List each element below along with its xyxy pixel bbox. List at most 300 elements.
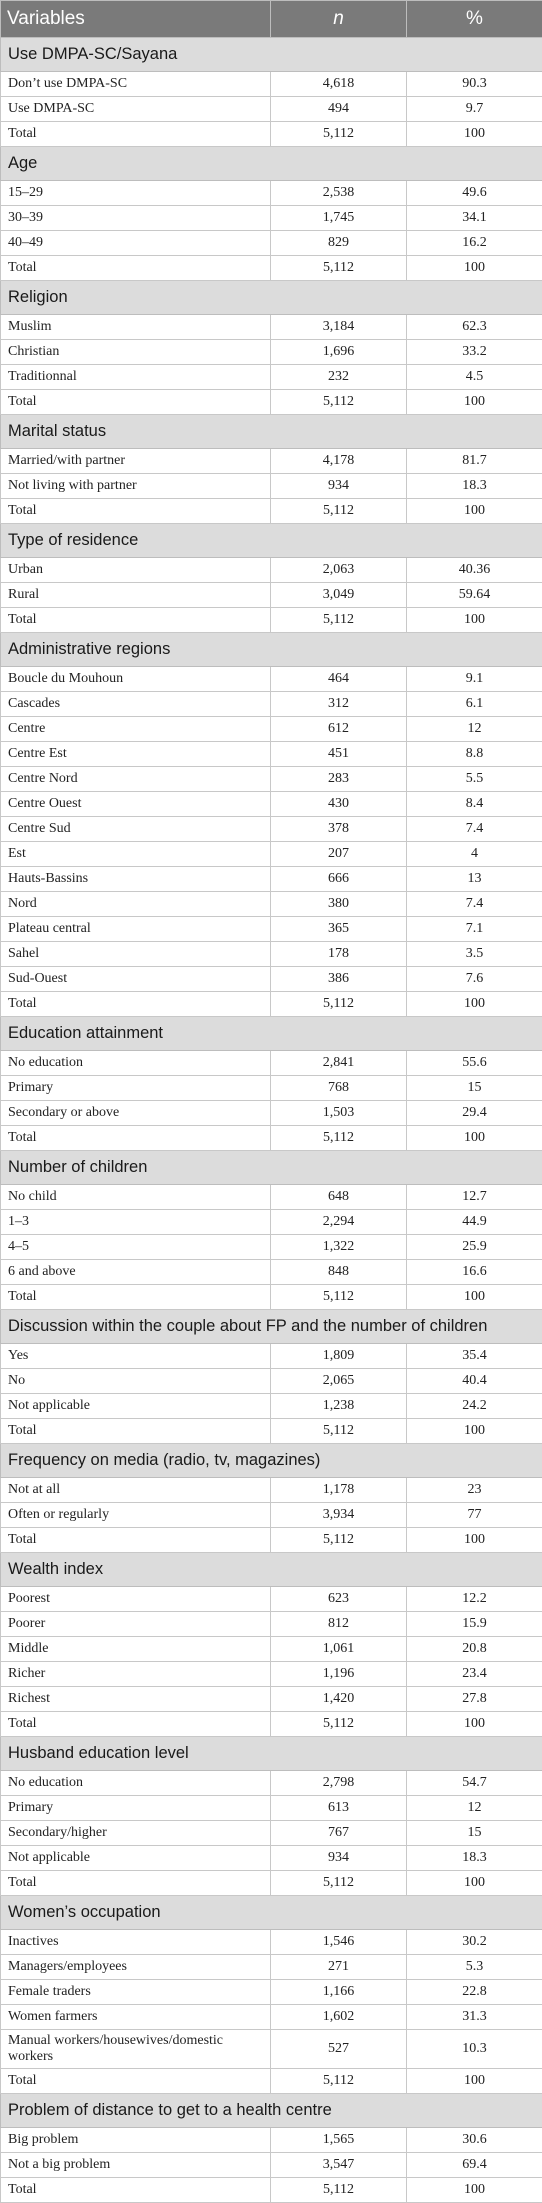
row-label: Not a big problem xyxy=(1,2153,271,2178)
section-header-row xyxy=(1,1737,542,1771)
row-n-value: 271 xyxy=(271,1955,407,1980)
section-title: Number of children xyxy=(1,1151,542,1185)
row-n-value: 430 xyxy=(271,792,407,817)
header-variables: Variables xyxy=(1,1,271,38)
section-title: Problem of distance to get to a health centre xyxy=(1,2094,542,2128)
row-label: Middle xyxy=(1,1637,271,1662)
row-label: 30–39 xyxy=(1,206,271,231)
table-row xyxy=(1,742,542,767)
row-percent-value: 59.64 xyxy=(407,583,542,608)
row-label: Often or regularly xyxy=(1,1503,271,1528)
table-row xyxy=(1,1612,542,1637)
section-title: Wealth index xyxy=(1,1553,542,1587)
section-header-row xyxy=(1,415,542,449)
row-percent-value: 62.3 xyxy=(407,315,542,340)
row-percent-value: 69.4 xyxy=(407,2153,542,2178)
row-n-value: 1,602 xyxy=(271,2005,407,2030)
row-label: 15–29 xyxy=(1,181,271,206)
section-header-row xyxy=(1,1017,542,1051)
row-n-value: 1,196 xyxy=(271,1662,407,1687)
row-label: Total xyxy=(1,1712,271,1737)
row-n-value: 2,841 xyxy=(271,1051,407,1076)
table-row xyxy=(1,1637,542,1662)
row-label: Hauts-Bassins xyxy=(1,867,271,892)
table-row xyxy=(1,2005,542,2030)
row-label: Not applicable xyxy=(1,1394,271,1419)
row-label: Boucle du Mouhoun xyxy=(1,667,271,692)
total-row xyxy=(1,1712,542,1737)
row-label: Plateau central xyxy=(1,917,271,942)
table-row xyxy=(1,365,542,390)
row-n-value: 494 xyxy=(271,97,407,122)
row-percent-value: 90.3 xyxy=(407,72,542,97)
row-percent-value: 24.2 xyxy=(407,1394,542,1419)
row-n-value: 451 xyxy=(271,742,407,767)
table-row xyxy=(1,181,542,206)
row-percent-value: 34.1 xyxy=(407,206,542,231)
row-n-value: 3,184 xyxy=(271,315,407,340)
row-label: Centre xyxy=(1,717,271,742)
table-row xyxy=(1,767,542,792)
row-n-value: 3,049 xyxy=(271,583,407,608)
total-row xyxy=(1,1419,542,1444)
row-percent-value: 12 xyxy=(407,1796,542,1821)
section-title: Religion xyxy=(1,281,542,315)
row-percent-value: 13 xyxy=(407,867,542,892)
row-percent-value: 16.2 xyxy=(407,231,542,256)
row-n-value: 767 xyxy=(271,1821,407,1846)
table-row xyxy=(1,1185,542,1210)
row-n-value: 5,112 xyxy=(271,2069,407,2094)
row-n-value: 666 xyxy=(271,867,407,892)
table-row xyxy=(1,1771,542,1796)
table-row xyxy=(1,892,542,917)
row-n-value: 5,112 xyxy=(271,1528,407,1553)
row-n-value: 5,112 xyxy=(271,1712,407,1737)
row-n-value: 934 xyxy=(271,474,407,499)
section-title: Marital status xyxy=(1,415,542,449)
row-n-value: 207 xyxy=(271,842,407,867)
table-row xyxy=(1,1955,542,1980)
row-label: Centre Nord xyxy=(1,767,271,792)
row-label: Manual workers/housewives/domestic workers xyxy=(1,2030,271,2069)
row-label: Big problem xyxy=(1,2128,271,2153)
row-label: Centre Sud xyxy=(1,817,271,842)
row-label: Total xyxy=(1,1126,271,1151)
row-label: Christian xyxy=(1,340,271,365)
row-label: Total xyxy=(1,256,271,281)
row-n-value: 2,294 xyxy=(271,1210,407,1235)
row-n-value: 613 xyxy=(271,1796,407,1821)
row-n-value: 5,112 xyxy=(271,1126,407,1151)
total-row xyxy=(1,992,542,1017)
row-percent-value: 4 xyxy=(407,842,542,867)
row-n-value: 934 xyxy=(271,1846,407,1871)
section-title: Women’s occupation xyxy=(1,1896,542,1930)
row-label: Secondary or above xyxy=(1,1101,271,1126)
row-n-value: 1,420 xyxy=(271,1687,407,1712)
row-n-value: 5,112 xyxy=(271,122,407,147)
row-label: Not applicable xyxy=(1,1846,271,1871)
row-n-value: 1,745 xyxy=(271,206,407,231)
row-percent-value: 5.3 xyxy=(407,1955,542,1980)
row-n-value: 5,112 xyxy=(271,2178,407,2203)
table-row xyxy=(1,1394,542,1419)
row-n-value: 1,809 xyxy=(271,1344,407,1369)
table-row xyxy=(1,1260,542,1285)
row-percent-value: 100 xyxy=(407,1419,542,1444)
row-percent-value: 9.7 xyxy=(407,97,542,122)
row-percent-value: 8.8 xyxy=(407,742,542,767)
row-percent-value: 31.3 xyxy=(407,2005,542,2030)
row-n-value: 5,112 xyxy=(271,256,407,281)
row-percent-value: 40.36 xyxy=(407,558,542,583)
table-body xyxy=(1,38,542,2203)
row-label: Total xyxy=(1,499,271,524)
row-percent-value: 7.1 xyxy=(407,917,542,942)
table-row xyxy=(1,1076,542,1101)
header-row xyxy=(1,1,542,38)
row-percent-value: 100 xyxy=(407,1871,542,1896)
table-row xyxy=(1,231,542,256)
total-row xyxy=(1,122,542,147)
row-n-value: 2,065 xyxy=(271,1369,407,1394)
section-title: Age xyxy=(1,147,542,181)
row-percent-value: 100 xyxy=(407,1126,542,1151)
row-n-value: 648 xyxy=(271,1185,407,1210)
row-percent-value: 100 xyxy=(407,1528,542,1553)
row-percent-value: 23 xyxy=(407,1478,542,1503)
row-percent-value: 100 xyxy=(407,2069,542,2094)
row-percent-value: 8.4 xyxy=(407,792,542,817)
row-label: Primary xyxy=(1,1796,271,1821)
row-percent-value: 54.7 xyxy=(407,1771,542,1796)
row-n-value: 1,178 xyxy=(271,1478,407,1503)
row-percent-value: 6.1 xyxy=(407,692,542,717)
row-percent-value: 5.5 xyxy=(407,767,542,792)
section-header-row xyxy=(1,281,542,315)
table-row xyxy=(1,817,542,842)
row-percent-value: 15 xyxy=(407,1821,542,1846)
header-n: n xyxy=(271,1,407,38)
section-header-row xyxy=(1,1896,542,1930)
row-n-value: 378 xyxy=(271,817,407,842)
row-label: 6 and above xyxy=(1,1260,271,1285)
row-n-value: 3,547 xyxy=(271,2153,407,2178)
row-label: Total xyxy=(1,390,271,415)
row-n-value: 386 xyxy=(271,967,407,992)
row-label: No education xyxy=(1,1051,271,1076)
row-n-value: 2,063 xyxy=(271,558,407,583)
row-label: Inactives xyxy=(1,1930,271,1955)
table-row xyxy=(1,1235,542,1260)
table-row xyxy=(1,1503,542,1528)
header-percent: % xyxy=(407,1,542,38)
row-percent-value: 100 xyxy=(407,499,542,524)
row-n-value: 2,538 xyxy=(271,181,407,206)
section-header-row xyxy=(1,633,542,667)
section-title: Type of residence xyxy=(1,524,542,558)
row-percent-value: 49.6 xyxy=(407,181,542,206)
row-percent-value: 100 xyxy=(407,256,542,281)
row-percent-value: 22.8 xyxy=(407,1980,542,2005)
row-percent-value: 15 xyxy=(407,1076,542,1101)
table-row xyxy=(1,842,542,867)
total-row xyxy=(1,608,542,633)
row-percent-value: 10.3 xyxy=(407,2030,542,2069)
row-n-value: 5,112 xyxy=(271,992,407,1017)
table-row xyxy=(1,1796,542,1821)
row-n-value: 283 xyxy=(271,767,407,792)
row-label: Nord xyxy=(1,892,271,917)
table-row xyxy=(1,917,542,942)
row-percent-value: 7.6 xyxy=(407,967,542,992)
row-label: Total xyxy=(1,1528,271,1553)
row-percent-value: 40.4 xyxy=(407,1369,542,1394)
row-label: Cascades xyxy=(1,692,271,717)
row-label: Managers/employees xyxy=(1,1955,271,1980)
row-n-value: 1,166 xyxy=(271,1980,407,2005)
row-percent-value: 27.8 xyxy=(407,1687,542,1712)
row-percent-value: 100 xyxy=(407,122,542,147)
row-n-value: 5,112 xyxy=(271,499,407,524)
row-percent-value: 16.6 xyxy=(407,1260,542,1285)
row-label: Rural xyxy=(1,583,271,608)
row-percent-value: 55.6 xyxy=(407,1051,542,1076)
row-n-value: 848 xyxy=(271,1260,407,1285)
table-row xyxy=(1,2128,542,2153)
table-row xyxy=(1,1821,542,1846)
row-label: Secondary/higher xyxy=(1,1821,271,1846)
row-percent-value: 30.6 xyxy=(407,2128,542,2153)
table-row xyxy=(1,1662,542,1687)
table-row xyxy=(1,967,542,992)
row-percent-value: 77 xyxy=(407,1503,542,1528)
row-n-value: 5,112 xyxy=(271,1285,407,1310)
row-label: Total xyxy=(1,2069,271,2094)
row-percent-value: 35.4 xyxy=(407,1344,542,1369)
row-n-value: 1,061 xyxy=(271,1637,407,1662)
row-label: Primary xyxy=(1,1076,271,1101)
row-n-value: 812 xyxy=(271,1612,407,1637)
row-percent-value: 100 xyxy=(407,1712,542,1737)
row-percent-value: 29.4 xyxy=(407,1101,542,1126)
row-label: Not living with partner xyxy=(1,474,271,499)
row-label: Poorer xyxy=(1,1612,271,1637)
row-label: Muslim xyxy=(1,315,271,340)
table-row xyxy=(1,315,542,340)
total-row xyxy=(1,1285,542,1310)
row-n-value: 1,238 xyxy=(271,1394,407,1419)
section-header-row xyxy=(1,38,542,72)
row-label: Total xyxy=(1,1285,271,1310)
row-n-value: 4,618 xyxy=(271,72,407,97)
row-percent-value: 81.7 xyxy=(407,449,542,474)
row-n-value: 312 xyxy=(271,692,407,717)
row-label: Women farmers xyxy=(1,2005,271,2030)
section-header-row xyxy=(1,1444,542,1478)
table-row xyxy=(1,474,542,499)
table-row xyxy=(1,1587,542,1612)
row-percent-value: 12 xyxy=(407,717,542,742)
row-n-value: 5,112 xyxy=(271,608,407,633)
row-label: Centre Est xyxy=(1,742,271,767)
total-row xyxy=(1,499,542,524)
table-row xyxy=(1,1980,542,2005)
row-n-value: 365 xyxy=(271,917,407,942)
row-label: Richest xyxy=(1,1687,271,1712)
row-label: Not at all xyxy=(1,1478,271,1503)
table-row xyxy=(1,2153,542,2178)
section-header-row xyxy=(1,1553,542,1587)
row-percent-value: 33.2 xyxy=(407,340,542,365)
table-row xyxy=(1,792,542,817)
table-row xyxy=(1,1344,542,1369)
row-percent-value: 20.8 xyxy=(407,1637,542,1662)
row-n-value: 1,322 xyxy=(271,1235,407,1260)
row-label: Married/with partner xyxy=(1,449,271,474)
table-row xyxy=(1,2030,542,2069)
row-percent-value: 30.2 xyxy=(407,1930,542,1955)
table-row xyxy=(1,942,542,967)
row-percent-value: 25.9 xyxy=(407,1235,542,1260)
row-percent-value: 12.7 xyxy=(407,1185,542,1210)
row-label: Total xyxy=(1,1871,271,1896)
row-n-value: 612 xyxy=(271,717,407,742)
section-title: Use DMPA-SC/Sayana xyxy=(1,38,542,72)
table-row xyxy=(1,1846,542,1871)
row-label: Centre Ouest xyxy=(1,792,271,817)
section-title: Husband education level xyxy=(1,1737,542,1771)
section-header-row xyxy=(1,2094,542,2128)
row-label: 40–49 xyxy=(1,231,271,256)
section-title: Education attainment xyxy=(1,1017,542,1051)
table-row xyxy=(1,1687,542,1712)
row-label: Poorest xyxy=(1,1587,271,1612)
row-percent-value: 23.4 xyxy=(407,1662,542,1687)
row-n-value: 768 xyxy=(271,1076,407,1101)
row-label: 4–5 xyxy=(1,1235,271,1260)
total-row xyxy=(1,256,542,281)
row-label: Total xyxy=(1,1419,271,1444)
row-label: Yes xyxy=(1,1344,271,1369)
total-row xyxy=(1,390,542,415)
row-n-value: 232 xyxy=(271,365,407,390)
row-n-value: 829 xyxy=(271,231,407,256)
row-label: Use DMPA-SC xyxy=(1,97,271,122)
total-row xyxy=(1,2178,542,2203)
table-row xyxy=(1,717,542,742)
row-n-value: 464 xyxy=(271,667,407,692)
table-row xyxy=(1,667,542,692)
table-row xyxy=(1,97,542,122)
row-percent-value: 100 xyxy=(407,2178,542,2203)
row-label: Total xyxy=(1,992,271,1017)
row-n-value: 1,503 xyxy=(271,1101,407,1126)
row-label: Don’t use DMPA-SC xyxy=(1,72,271,97)
table-row xyxy=(1,583,542,608)
row-percent-value: 18.3 xyxy=(407,474,542,499)
row-n-value: 2,798 xyxy=(271,1771,407,1796)
table-row xyxy=(1,1930,542,1955)
row-label: No child xyxy=(1,1185,271,1210)
section-header-row xyxy=(1,1310,542,1344)
table-row xyxy=(1,449,542,474)
row-n-value: 623 xyxy=(271,1587,407,1612)
row-label: Urban xyxy=(1,558,271,583)
row-percent-value: 12.2 xyxy=(407,1587,542,1612)
row-n-value: 1,696 xyxy=(271,340,407,365)
table-row xyxy=(1,1101,542,1126)
table-row xyxy=(1,1369,542,1394)
row-percent-value: 44.9 xyxy=(407,1210,542,1235)
row-percent-value: 9.1 xyxy=(407,667,542,692)
row-percent-value: 100 xyxy=(407,992,542,1017)
row-label: Traditionnal xyxy=(1,365,271,390)
row-percent-value: 18.3 xyxy=(407,1846,542,1871)
section-title: Discussion within the couple about FP and the number of children xyxy=(1,1310,542,1344)
section-title: Administrative regions xyxy=(1,633,542,667)
total-row xyxy=(1,1528,542,1553)
row-percent-value: 100 xyxy=(407,1285,542,1310)
row-percent-value: 4.5 xyxy=(407,365,542,390)
table-row xyxy=(1,558,542,583)
row-percent-value: 100 xyxy=(407,608,542,633)
total-row xyxy=(1,1126,542,1151)
row-n-value: 5,112 xyxy=(271,1419,407,1444)
row-label: 1–3 xyxy=(1,1210,271,1235)
row-label: Richer xyxy=(1,1662,271,1687)
row-n-value: 5,112 xyxy=(271,390,407,415)
table-row xyxy=(1,1210,542,1235)
row-percent-value: 7.4 xyxy=(407,817,542,842)
section-header-row xyxy=(1,147,542,181)
total-row xyxy=(1,2069,542,2094)
table-row xyxy=(1,206,542,231)
section-title: Frequency on media (radio, tv, magazines) xyxy=(1,1444,542,1478)
section-header-row xyxy=(1,524,542,558)
row-label: Total xyxy=(1,608,271,633)
row-n-value: 1,546 xyxy=(271,1930,407,1955)
row-percent-value: 7.4 xyxy=(407,892,542,917)
row-n-value: 178 xyxy=(271,942,407,967)
row-n-value: 380 xyxy=(271,892,407,917)
row-n-value: 3,934 xyxy=(271,1503,407,1528)
row-percent-value: 100 xyxy=(407,390,542,415)
row-n-value: 4,178 xyxy=(271,449,407,474)
section-header-row xyxy=(1,1151,542,1185)
table-row xyxy=(1,1051,542,1076)
row-label: Sud-Ouest xyxy=(1,967,271,992)
row-percent-value: 3.5 xyxy=(407,942,542,967)
total-row xyxy=(1,1871,542,1896)
table-row xyxy=(1,867,542,892)
row-n-value: 527 xyxy=(271,2030,407,2069)
row-n-value: 5,112 xyxy=(271,1871,407,1896)
row-label: Sahel xyxy=(1,942,271,967)
row-label: No xyxy=(1,1369,271,1394)
row-n-value: 1,565 xyxy=(271,2128,407,2153)
table-row xyxy=(1,1478,542,1503)
row-label: Female traders xyxy=(1,1980,271,2005)
table-row xyxy=(1,340,542,365)
table-row xyxy=(1,72,542,97)
row-label: Est xyxy=(1,842,271,867)
row-label: No education xyxy=(1,1771,271,1796)
table-row xyxy=(1,692,542,717)
row-label: Total xyxy=(1,122,271,147)
row-label: Total xyxy=(1,2178,271,2203)
